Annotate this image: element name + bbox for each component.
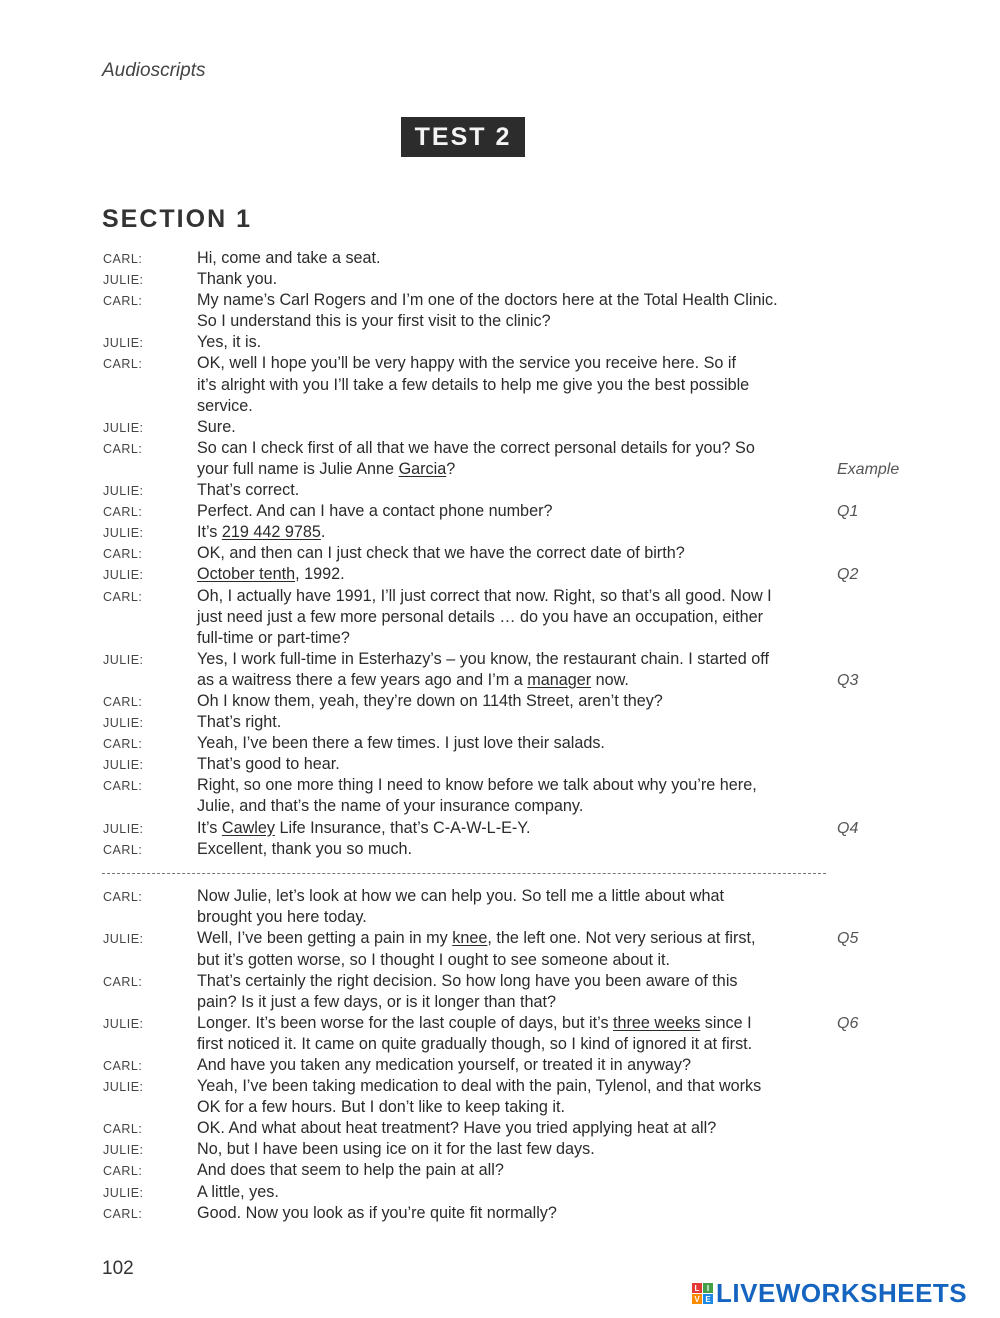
- speaker-label: CARL:: [103, 779, 143, 794]
- dialogue-line: [0, 712, 1000, 733]
- dialogue-line: [0, 438, 1000, 459]
- question-marker: Q6: [837, 1014, 859, 1032]
- dialogue-line: [0, 691, 1000, 712]
- dialogue-text: [197, 1118, 716, 1139]
- dialogue-line: [0, 670, 1000, 691]
- dialogue-line: [0, 1182, 1000, 1203]
- dialogue-text: [197, 248, 381, 269]
- dialogue-line: [0, 775, 1000, 796]
- text-segment: since I: [700, 1013, 752, 1032]
- text-segment: Life Insurance, that’s C-A-W-L-E-Y.: [274, 818, 531, 837]
- dialogue-line: [0, 649, 1000, 670]
- dialogue-line: [0, 522, 1000, 543]
- dialogue-line: [0, 1118, 1000, 1139]
- dialogue-line: [0, 564, 1000, 585]
- text-segment: OK for a few hours. But I don’t like to keep taking it.: [197, 1098, 566, 1117]
- dialogue-text: [197, 586, 772, 607]
- dialogue-text: [197, 375, 749, 396]
- text-segment: pain? Is it just a few days, or is it longer than that?: [197, 992, 557, 1011]
- dialogue-text: [197, 332, 261, 353]
- text-segment: it’s alright with you I’ll take a few details to help me give you the best possible: [197, 375, 750, 394]
- text-segment: OK, well I hope you’ll be very happy with the service you receive here. So if: [197, 354, 736, 373]
- logo-tile: V: [692, 1294, 702, 1304]
- dialogue-text: [197, 353, 736, 374]
- dialogue-line: [0, 311, 1000, 332]
- speaker-label: JULIE:: [103, 526, 144, 541]
- dialogue-line: [0, 1203, 1000, 1224]
- text-segment: .: [320, 523, 326, 542]
- underlined-answer: three weeks: [613, 1013, 701, 1032]
- dialogue-line: [0, 459, 1000, 480]
- logo-tile: E: [703, 1294, 713, 1304]
- text-segment: OK. And what about heat treatment? Have you tried applying heat at all?: [197, 1119, 717, 1138]
- dialogue-line: [0, 886, 1000, 907]
- text-segment: Yeah, I’ve been there a few times. I just love their salads.: [197, 734, 605, 753]
- dialogue-line: [0, 543, 1000, 564]
- speaker-label: JULIE:: [103, 273, 144, 288]
- section-heading: SECTION 1: [102, 205, 252, 233]
- dialogue-text: [197, 733, 605, 754]
- dialogue-text: [197, 480, 299, 501]
- dialogue-text: [197, 886, 724, 907]
- dialogue-text: [197, 950, 670, 971]
- dialogue-text: [197, 928, 755, 949]
- dialogue-line: [0, 1034, 1000, 1055]
- text-segment: Good. Now you look as if you’re quite fit normally?: [197, 1203, 557, 1222]
- text-segment: That’s certainly the right decision. So how long have you been aware of this: [197, 971, 738, 990]
- dialogue-text: [197, 438, 755, 459]
- text-segment: now.: [591, 670, 629, 689]
- dialogue-line: [0, 839, 1000, 860]
- dialogue-text: [197, 1160, 504, 1181]
- text-segment: Oh I know them, yeah, they’re down on 114th Street, aren’t they?: [197, 691, 663, 710]
- dialogue-text: [197, 754, 340, 775]
- text-segment: Yeah, I’ve been taking medication to deal with the pain, Tylenol, and that works: [197, 1077, 762, 1096]
- dialogue-line: [0, 950, 1000, 971]
- text-segment: but it’s gotten worse, so I thought I ought to see someone about it.: [197, 950, 671, 969]
- text-segment: ?: [446, 459, 456, 478]
- text-segment: Right, so one more thing I need to know before we talk about why you’re here,: [197, 776, 757, 795]
- speaker-label: CARL:: [103, 547, 143, 562]
- speaker-label: JULIE:: [103, 1080, 144, 1095]
- text-segment: as a waitress there a few years ago and I’m a: [197, 670, 528, 689]
- dialogue-text: [197, 290, 778, 311]
- dialogue-part-2: [0, 886, 1000, 1224]
- speaker-label: JULIE:: [103, 568, 144, 583]
- logo-tile: L: [692, 1283, 702, 1293]
- dialogue-text: [197, 670, 629, 691]
- dialogue-line: [0, 332, 1000, 353]
- dialogue-line: [0, 586, 1000, 607]
- underlined-answer: 219 442 9785: [221, 523, 321, 542]
- question-marker: Q5: [837, 930, 859, 948]
- dialogue-text: [197, 1097, 565, 1118]
- speaker-label: JULIE:: [103, 1185, 144, 1200]
- dialogue-line: [0, 290, 1000, 311]
- speaker-label: CARL:: [103, 694, 143, 709]
- text-segment: first noticed it. It came on quite gradually though, so I kind of ignored it at first.: [197, 1034, 753, 1053]
- dialogue-text: [197, 269, 277, 290]
- header-label: Audioscripts: [102, 60, 206, 81]
- dialogue-text: [197, 564, 345, 585]
- dialogue-line: [0, 417, 1000, 438]
- speaker-label: JULIE:: [103, 336, 144, 351]
- text-segment: So I understand this is your first visit to the clinic?: [197, 312, 551, 331]
- question-marker: Q4: [837, 819, 859, 837]
- dialogue-line: [0, 1013, 1000, 1034]
- logo-tile: I: [703, 1283, 713, 1293]
- speaker-label: CARL:: [103, 252, 143, 266]
- dialogue-line: [0, 754, 1000, 775]
- liveworksheets-logo-icon: [692, 1283, 713, 1304]
- text-segment: Sure.: [197, 417, 236, 436]
- dialogue-text: [197, 1182, 279, 1203]
- text-segment: your full name is Julie Anne: [197, 459, 399, 478]
- dialogue-text: [197, 501, 552, 522]
- dialogue-line: [0, 480, 1000, 501]
- underlined-answer: October tenth: [197, 565, 296, 584]
- dialogue-line: [0, 501, 1000, 522]
- text-segment: Julie, and that’s the name of your insurance company.: [197, 797, 584, 816]
- dialogue-text: [197, 691, 663, 712]
- dialogue-line: [0, 628, 1000, 649]
- text-segment: Oh, I actually have 1991, I’ll just correct that now. Right, so that’s all good. Now I: [197, 586, 772, 605]
- dialogue-text: [197, 607, 763, 628]
- dialogue-text: [197, 1055, 691, 1076]
- speaker-label: JULIE:: [103, 821, 144, 836]
- underlined-answer: Garcia: [398, 459, 447, 478]
- text-segment: , the left one. Not very serious at first,: [487, 929, 756, 948]
- speaker-label: JULIE:: [103, 1143, 144, 1158]
- text-segment: My name’s Carl Rogers and I’m one of the doctors here at the Total Health Clinic.: [197, 291, 778, 310]
- dialogue-text: [197, 907, 367, 928]
- dialogue-text: [197, 1013, 752, 1034]
- dialogue-text: [197, 628, 350, 649]
- dialogue-text: [197, 971, 738, 992]
- speaker-label: CARL:: [103, 974, 143, 989]
- text-segment: brought you here today.: [197, 908, 367, 927]
- speaker-label: JULIE:: [103, 1016, 144, 1031]
- text-segment: Hi, come and take a seat.: [197, 249, 381, 267]
- section-divider: [0, 860, 1000, 887]
- underlined-answer: Cawley: [221, 818, 275, 837]
- dialogue-text: [197, 712, 281, 733]
- dialogue-line: [0, 269, 1000, 290]
- dialogue-text: [197, 396, 253, 417]
- text-segment: So can I check first of all that we have the correct personal details for you? So: [197, 438, 755, 457]
- text-segment: Well, I’ve been getting a pain in my: [197, 929, 453, 948]
- dialogue-text: [197, 649, 769, 670]
- text-segment: No, but I have been using ice on it for the last few days.: [197, 1140, 595, 1159]
- dialogue-line: [0, 396, 1000, 417]
- speaker-label: JULIE:: [103, 716, 144, 731]
- text-segment: Perfect. And can I have a contact phone number?: [197, 502, 553, 521]
- text-segment: That’s correct.: [197, 481, 300, 500]
- speaker-label: CARL:: [103, 1122, 143, 1137]
- text-segment: It’s: [197, 818, 222, 837]
- dialogue-line: [0, 248, 1000, 269]
- liveworksheets-brand[interactable]: [692, 1278, 967, 1309]
- dialogue-line: [0, 1076, 1000, 1097]
- dialogue-line: [0, 928, 1000, 949]
- speaker-label: CARL:: [103, 505, 143, 520]
- dialogue-text: [197, 311, 551, 332]
- dialogue-text: [197, 796, 583, 817]
- dialogue-text: [197, 818, 530, 839]
- speaker-label: JULIE:: [103, 758, 144, 773]
- question-marker: Q1: [837, 503, 859, 521]
- underlined-answer: knee: [452, 929, 488, 948]
- dialogue-line: [0, 353, 1000, 374]
- speaker-label: CARL:: [103, 737, 143, 752]
- dialogue-text: [197, 522, 325, 543]
- dialogue-text: [197, 992, 556, 1013]
- dialogue-line: [0, 992, 1000, 1013]
- text-segment: And have you taken any medication yourself, or treated it in anyway?: [197, 1055, 692, 1074]
- speaker-label: CARL:: [103, 1058, 143, 1073]
- dialogue-text: [197, 839, 412, 860]
- text-segment: , 1992.: [295, 565, 345, 584]
- text-segment: service.: [197, 396, 253, 415]
- dialogue-text: [197, 1203, 557, 1224]
- text-segment: That’s good to hear.: [197, 755, 340, 774]
- text-segment: OK, and then can I just check that we have the correct date of birth?: [197, 544, 685, 563]
- text-segment: just need just a few more personal details … do you have an occupation, either: [197, 607, 764, 626]
- dialogue-line: [0, 818, 1000, 839]
- dialogue-line: [0, 733, 1000, 754]
- speaker-label: JULIE:: [103, 652, 144, 667]
- dialogue-line: [0, 607, 1000, 628]
- underlined-answer: manager: [527, 670, 592, 689]
- text-segment: Yes, it is.: [197, 333, 262, 352]
- page-number: 102: [102, 1258, 134, 1279]
- text-segment: Yes, I work full-time in Esterhazy’s – you know, the restaurant chain. I started off: [197, 649, 769, 668]
- speaker-label: CARL:: [103, 1206, 143, 1221]
- dialogue-text: [197, 1076, 761, 1097]
- text-segment: full-time or part-time?: [197, 628, 350, 647]
- text-segment: Now Julie, let’s look at how we can help you. So tell me a little about what: [197, 887, 724, 906]
- text-segment: That’s right.: [197, 713, 282, 732]
- dialogue-line: [0, 971, 1000, 992]
- dialogue-text: [197, 1034, 752, 1055]
- dialogue-line: [0, 375, 1000, 396]
- question-marker: Example: [837, 460, 900, 478]
- test-title: TEST 2: [401, 117, 525, 157]
- text-segment: A little, yes.: [197, 1182, 279, 1201]
- dialogue-text: [197, 1139, 595, 1160]
- question-marker: Q2: [837, 566, 859, 584]
- speaker-label: CARL:: [103, 589, 143, 604]
- speaker-label: CARL:: [103, 842, 143, 857]
- speaker-label: CARL:: [103, 357, 143, 372]
- speaker-label: CARL:: [103, 1164, 143, 1179]
- speaker-label: JULIE:: [103, 484, 144, 499]
- text-segment: Longer. It’s been worse for the last couple of days, but it’s: [197, 1013, 614, 1032]
- speaker-label: CARL:: [103, 294, 143, 309]
- dialogue-line: [0, 907, 1000, 928]
- speaker-label: JULIE:: [103, 932, 144, 947]
- dialogue-line: [0, 1055, 1000, 1076]
- dialogue-part-1: [0, 248, 1000, 860]
- speaker-label: JULIE:: [103, 420, 144, 435]
- dialogue-line: [0, 796, 1000, 817]
- dialogue-line: [0, 1160, 1000, 1181]
- dialogue-line: [0, 1139, 1000, 1160]
- dialogue-text: [197, 417, 236, 438]
- dialogue-line: [0, 1097, 1000, 1118]
- text-segment: Thank you.: [197, 270, 278, 289]
- question-marker: Q3: [837, 671, 859, 689]
- dialogue-text: [197, 775, 757, 796]
- dialogue: [0, 248, 1000, 1224]
- speaker-label: CARL:: [103, 441, 143, 456]
- dialogue-text: [197, 459, 455, 480]
- brand-name: LIVEWORKSHEETS: [716, 1278, 968, 1308]
- dialogue-text: [197, 543, 685, 564]
- text-segment: It’s: [197, 523, 222, 542]
- speaker-label: CARL:: [103, 890, 143, 905]
- text-segment: Excellent, thank you so much.: [197, 839, 413, 858]
- text-segment: And does that seem to help the pain at all?: [197, 1161, 504, 1180]
